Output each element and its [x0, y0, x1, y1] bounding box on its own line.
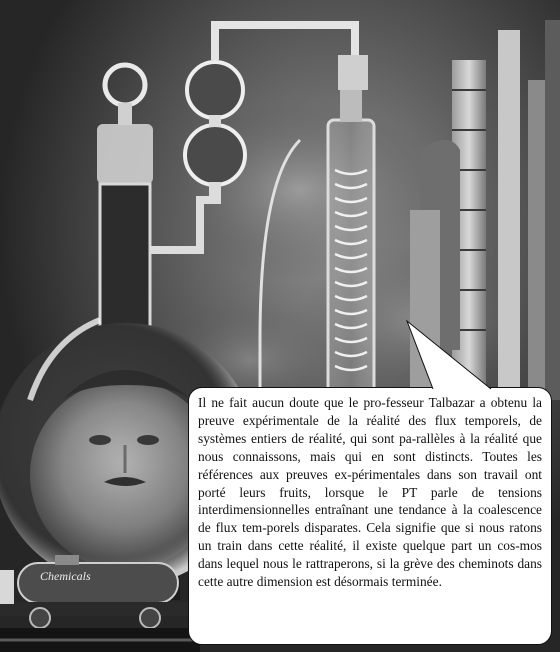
- caption-text: Il ne fait aucun doute que le pro-fesseur Talbazar a obtenu la preuve expérimentale de la réalité des flux temporels, de systèmes entiers de réalité, qui sont pa-rallèles à la réalité que nous connaissons, mais qui en sont distincts. Toutes les références aux preuves ex-périmentales dans son travail ont porté leurs fruits, lorsque le PT parle de tensions interdimensionnelles entraînant une tendance à la coalescence de flux tem-porels disparates. Cela signifie que si nous ratons un train dans cette réalité, il existe quelque part un cos-mos dans lequel nous le rattraperons, si la grève des cheminots dans cette autre dimension est désormais terminée.: [198, 395, 542, 590]
- tanker-lettering: Chemicals: [40, 569, 91, 583]
